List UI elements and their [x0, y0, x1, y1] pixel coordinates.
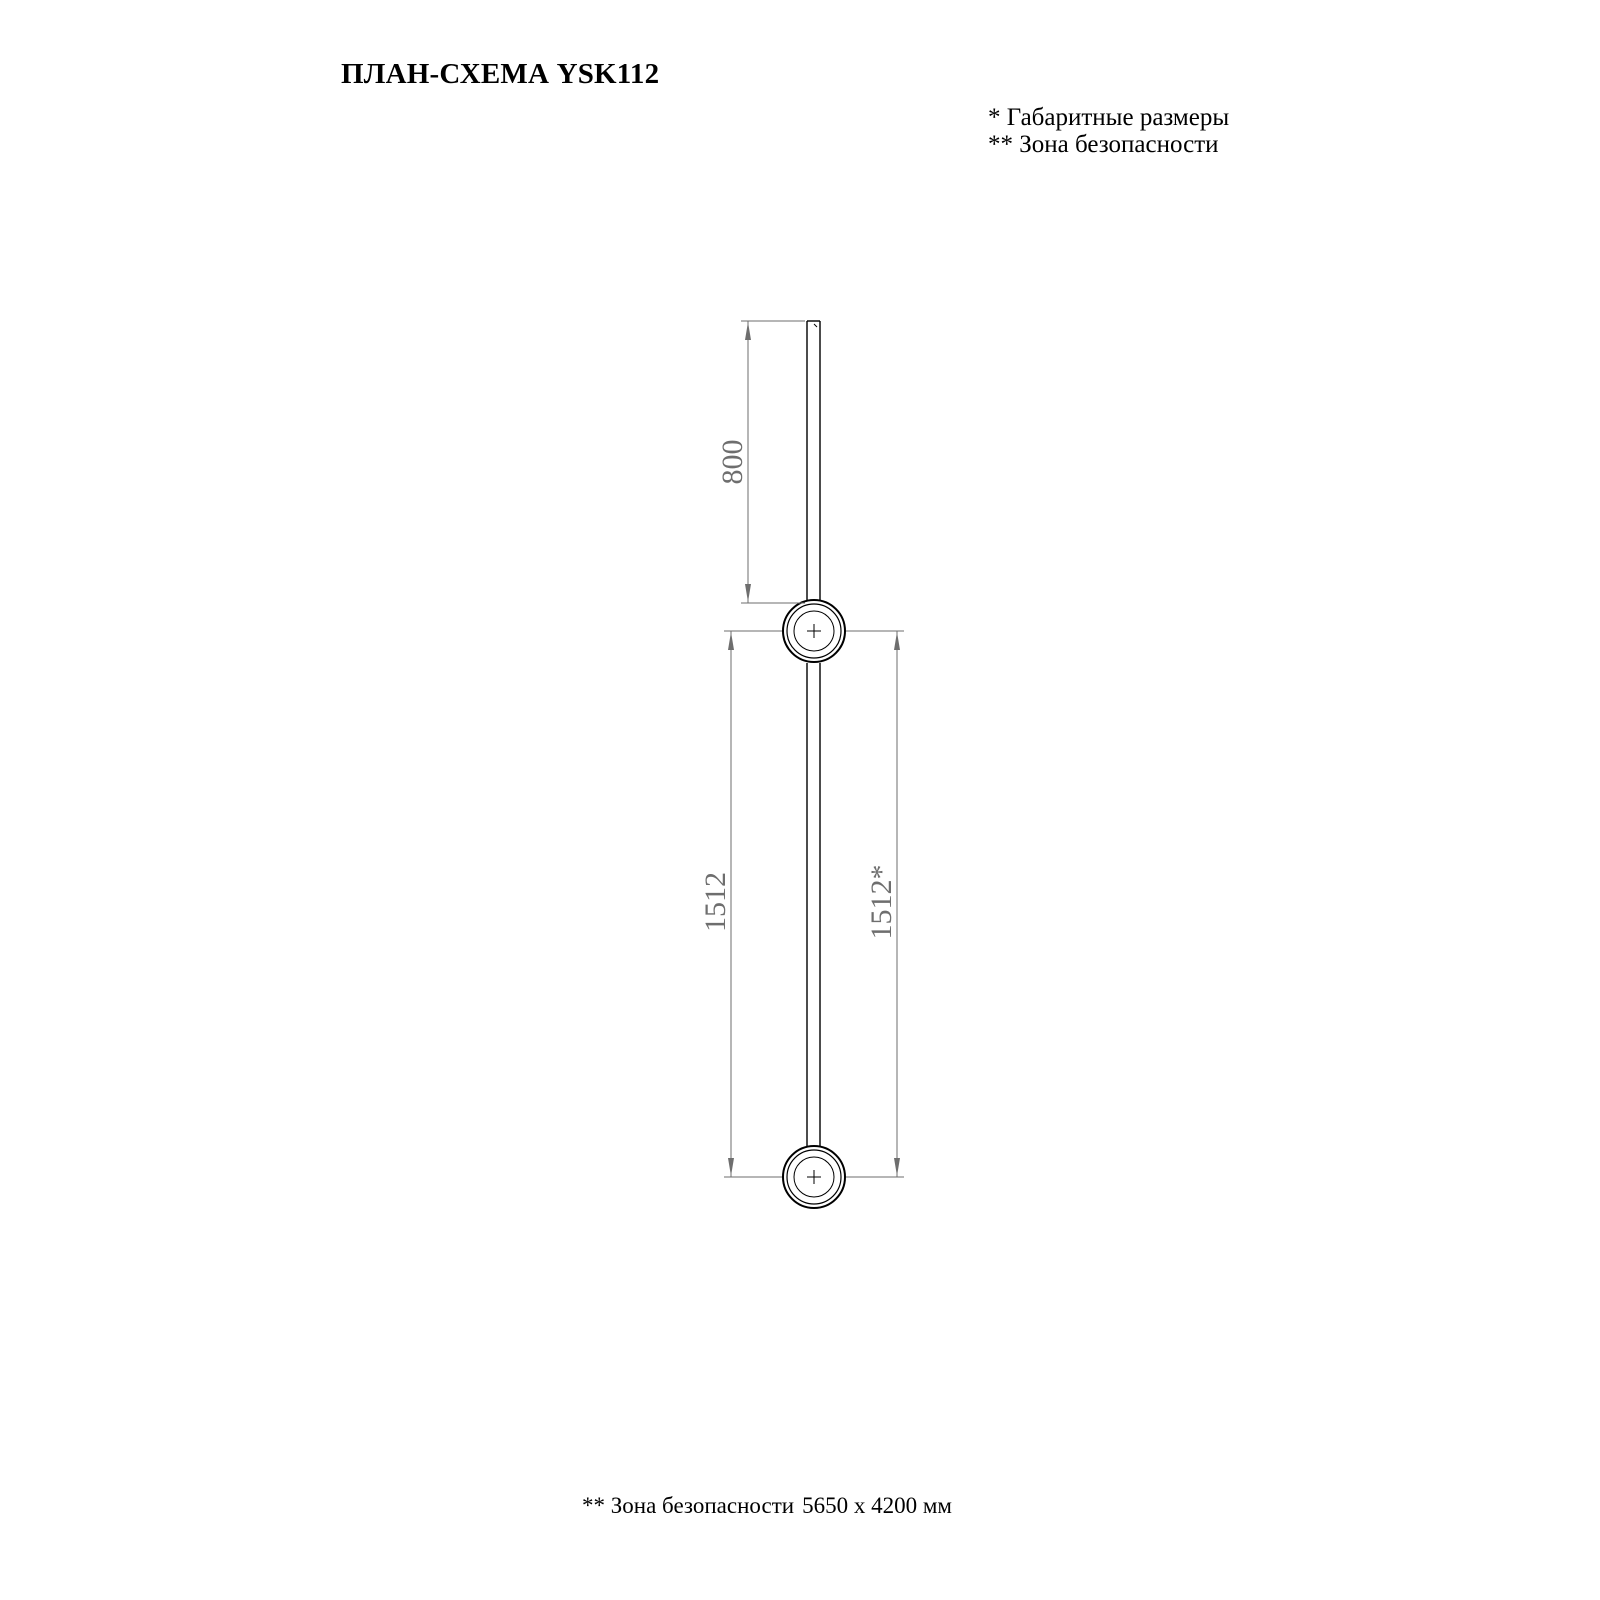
legend-overall-dimensions: * Габаритные размеры — [988, 104, 1230, 131]
safety-zone-label: ** Зона безопасности — [582, 1493, 795, 1518]
dimension-left-label: 1512 — [699, 872, 732, 932]
upper-support — [783, 600, 845, 662]
dimension-right-label: 1512* — [865, 864, 898, 940]
dimension-left — [724, 631, 782, 1177]
safety-zone-note — [582, 1493, 952, 1519]
page-title: ПЛАН-СХЕМА YSK112 — [341, 58, 660, 90]
safety-zone-value: 5650 х 4200 мм — [802, 1493, 952, 1518]
lower-support — [783, 1146, 845, 1208]
post — [807, 321, 820, 1146]
dimension-top-label: 800 — [716, 439, 749, 485]
legend-safety-zone: ** Зона безопасности — [988, 131, 1219, 158]
dimension-top — [741, 321, 805, 603]
